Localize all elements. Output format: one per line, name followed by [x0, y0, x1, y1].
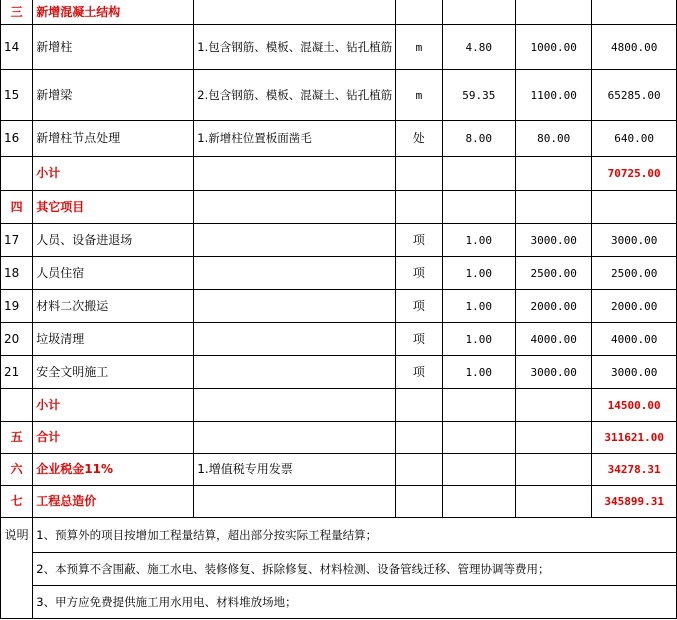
- item-name: 新增梁: [33, 70, 194, 121]
- section-number: 四: [1, 191, 33, 224]
- item-quantity: 1.00: [442, 356, 515, 389]
- item-name: 人员住宿: [33, 257, 194, 290]
- item-total: 65285.00: [592, 70, 677, 121]
- item-unit: 处: [396, 121, 442, 157]
- row-number: 17: [1, 224, 33, 257]
- subtotal-row: [1, 389, 677, 422]
- item-quantity: 1.00: [442, 224, 515, 257]
- row-number: 18: [1, 257, 33, 290]
- section-title: 其它项目: [33, 191, 194, 224]
- item-unit-price: 3000.00: [516, 224, 592, 257]
- table-row: [1, 224, 677, 257]
- section-title: 新增混凝土结构: [33, 0, 194, 25]
- item-description: [194, 356, 396, 389]
- item-unit: m: [396, 70, 442, 121]
- item-quantity: 1.00: [442, 323, 515, 356]
- item-total: 4800.00: [592, 25, 677, 70]
- note-line: 2、本预算不含围蔽、施工水电、装修修复、拆除修复、材料检测、设备管线迁移、管理协调等费用；: [33, 553, 677, 586]
- row-number: 15: [1, 70, 33, 121]
- item-quantity: 59.35: [442, 70, 515, 121]
- item-total: 2000.00: [592, 290, 677, 323]
- item-name: 垃圾清理: [33, 323, 194, 356]
- table-row: [1, 323, 677, 356]
- section-header-row: [1, 0, 677, 25]
- subtotal-label: 小计: [33, 389, 194, 422]
- item-unit: m: [396, 25, 442, 70]
- item-unit: 项: [396, 290, 442, 323]
- item-description: [194, 290, 396, 323]
- item-quantity: 1.00: [442, 290, 515, 323]
- item-total: 2500.00: [592, 257, 677, 290]
- item-quantity: 4.80: [442, 25, 515, 70]
- summary-row-tax: [1, 454, 677, 486]
- item-unit-price: 2500.00: [516, 257, 592, 290]
- item-quantity: 8.00: [442, 121, 515, 157]
- summary-value: 34278.31: [592, 454, 677, 486]
- table-row: [1, 290, 677, 323]
- item-name: 安全文明施工: [33, 356, 194, 389]
- item-total: 640.00: [592, 121, 677, 157]
- item-name: 材料二次搬运: [33, 290, 194, 323]
- table-row: [1, 356, 677, 389]
- item-description: 2.包含钢筋、模板、混凝土、钻孔植筋: [194, 70, 396, 121]
- summary-row-grand-total: [1, 486, 677, 518]
- summary-number: 五: [1, 422, 33, 454]
- summary-number: 七: [1, 486, 33, 518]
- row-number: 16: [1, 121, 33, 157]
- item-description: [194, 323, 396, 356]
- item-description: 1.包含钢筋、模板、混凝土、钻孔植筋: [194, 25, 396, 70]
- item-description: [194, 224, 396, 257]
- item-unit: 项: [396, 356, 442, 389]
- row-number: 14: [1, 25, 33, 70]
- item-unit-price: 4000.00: [516, 323, 592, 356]
- summary-row-total: [1, 422, 677, 454]
- item-unit: 项: [396, 224, 442, 257]
- row-number: 20: [1, 323, 33, 356]
- item-unit-price: 80.00: [516, 121, 592, 157]
- section-number: 三: [1, 0, 33, 25]
- summary-value: 345899.31: [592, 486, 677, 518]
- summary-description: [194, 422, 396, 454]
- item-quantity: 1.00: [442, 257, 515, 290]
- item-unit-price: 3000.00: [516, 356, 592, 389]
- note-row: [1, 553, 677, 586]
- table-row: [1, 121, 677, 157]
- item-description: [194, 257, 396, 290]
- item-unit: 项: [396, 257, 442, 290]
- item-description: 1.新增柱位置板面凿毛: [194, 121, 396, 157]
- note-line: 3、甲方应免费提供施工用水用电、材料堆放场地；: [33, 586, 677, 619]
- section-header-row: [1, 191, 677, 224]
- item-unit: 项: [396, 323, 442, 356]
- item-total: 3000.00: [592, 224, 677, 257]
- summary-label: 工程总造价: [33, 486, 194, 518]
- item-total: 3000.00: [592, 356, 677, 389]
- item-name: 新增柱: [33, 25, 194, 70]
- table-row: [1, 25, 677, 70]
- note-row: [1, 518, 677, 553]
- item-name: 新增柱节点处理: [33, 121, 194, 157]
- item-total: 4000.00: [592, 323, 677, 356]
- notes-label: 说明: [1, 518, 33, 553]
- table-row: [1, 257, 677, 290]
- subtotal-value: 70725.00: [592, 157, 677, 191]
- summary-label: 合计: [33, 422, 194, 454]
- note-row: [1, 586, 677, 619]
- subtotal-label: 小计: [33, 157, 194, 191]
- summary-number: 六: [1, 454, 33, 486]
- subtotal-value: 14500.00: [592, 389, 677, 422]
- row-number: 21: [1, 356, 33, 389]
- row-number: 19: [1, 290, 33, 323]
- item-unit-price: 1100.00: [516, 70, 592, 121]
- item-name: 人员、设备进退场: [33, 224, 194, 257]
- summary-description: [194, 486, 396, 518]
- item-unit-price: 1000.00: [516, 25, 592, 70]
- subtotal-row: [1, 157, 677, 191]
- summary-description: 1.增值税专用发票: [194, 454, 396, 486]
- summary-label: 企业税金11%: [33, 454, 194, 486]
- item-unit-price: 2000.00: [516, 290, 592, 323]
- table-row: [1, 70, 677, 121]
- note-line: 1、预算外的项目按增加工程量结算，超出部分按实际工程量结算；: [33, 518, 677, 553]
- summary-value: 311621.00: [592, 422, 677, 454]
